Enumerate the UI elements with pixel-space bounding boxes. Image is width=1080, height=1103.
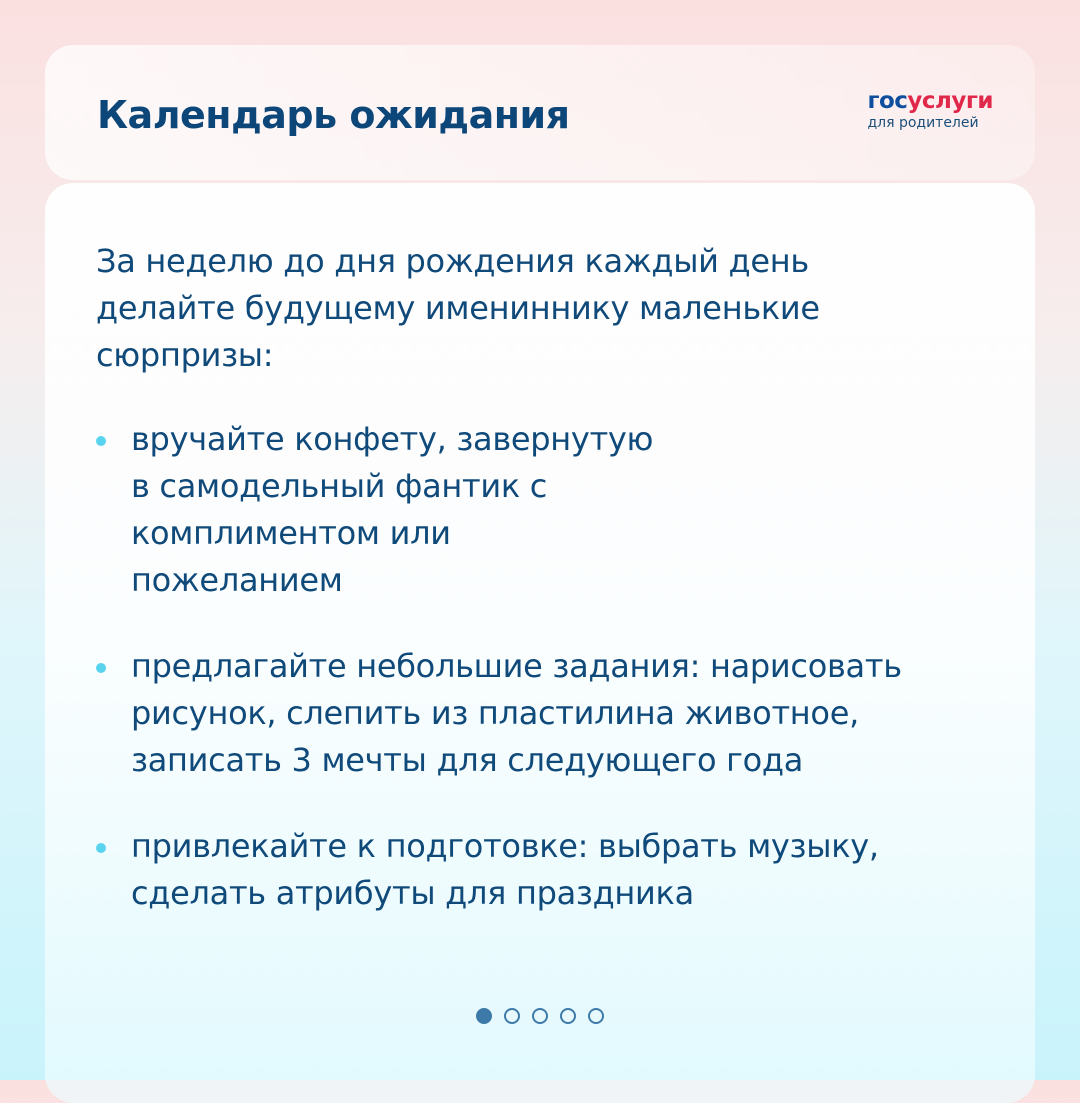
tips-list [96, 416, 976, 917]
list-item [96, 416, 656, 604]
logo-part-2: услуги [907, 88, 993, 114]
page-dot-5[interactable] [588, 1008, 604, 1024]
list-item [96, 643, 906, 784]
bullet-icon [96, 663, 106, 673]
intro-text: За неделю до дня рождения каждый день делайте будущему имениннику маленькие сюрпризы: [96, 242, 820, 374]
list-item-text: предлагайте небольшие задания: нарисовать рисунок, слепить из пластилина животное, записать 3 мечты для следующего года [131, 647, 902, 779]
header-card [45, 45, 1035, 180]
list-item [96, 823, 916, 917]
bullet-icon [96, 843, 106, 853]
page-title: Календарь ожидания [97, 93, 570, 137]
logo-part-1: гос [867, 88, 908, 114]
bullet-icon [96, 436, 106, 446]
gosuslugi-logo [867, 89, 993, 131]
logo-subtitle: для родителей [867, 115, 979, 131]
page-dot-2[interactable] [504, 1008, 520, 1024]
page-dot-1-active[interactable] [476, 1008, 492, 1024]
page-dot-3[interactable] [532, 1008, 548, 1024]
list-item-text: привлекайте к подготовке: выбрать музыку, сделать атрибуты для праздника [131, 827, 879, 912]
list-item-text: вручайте конфету, завернутую в самодельный фантик с комплиментом или пожеланием [131, 420, 654, 599]
content-card [45, 183, 1035, 1103]
page-dot-4[interactable] [560, 1008, 576, 1024]
pagination-dots [476, 1008, 604, 1024]
